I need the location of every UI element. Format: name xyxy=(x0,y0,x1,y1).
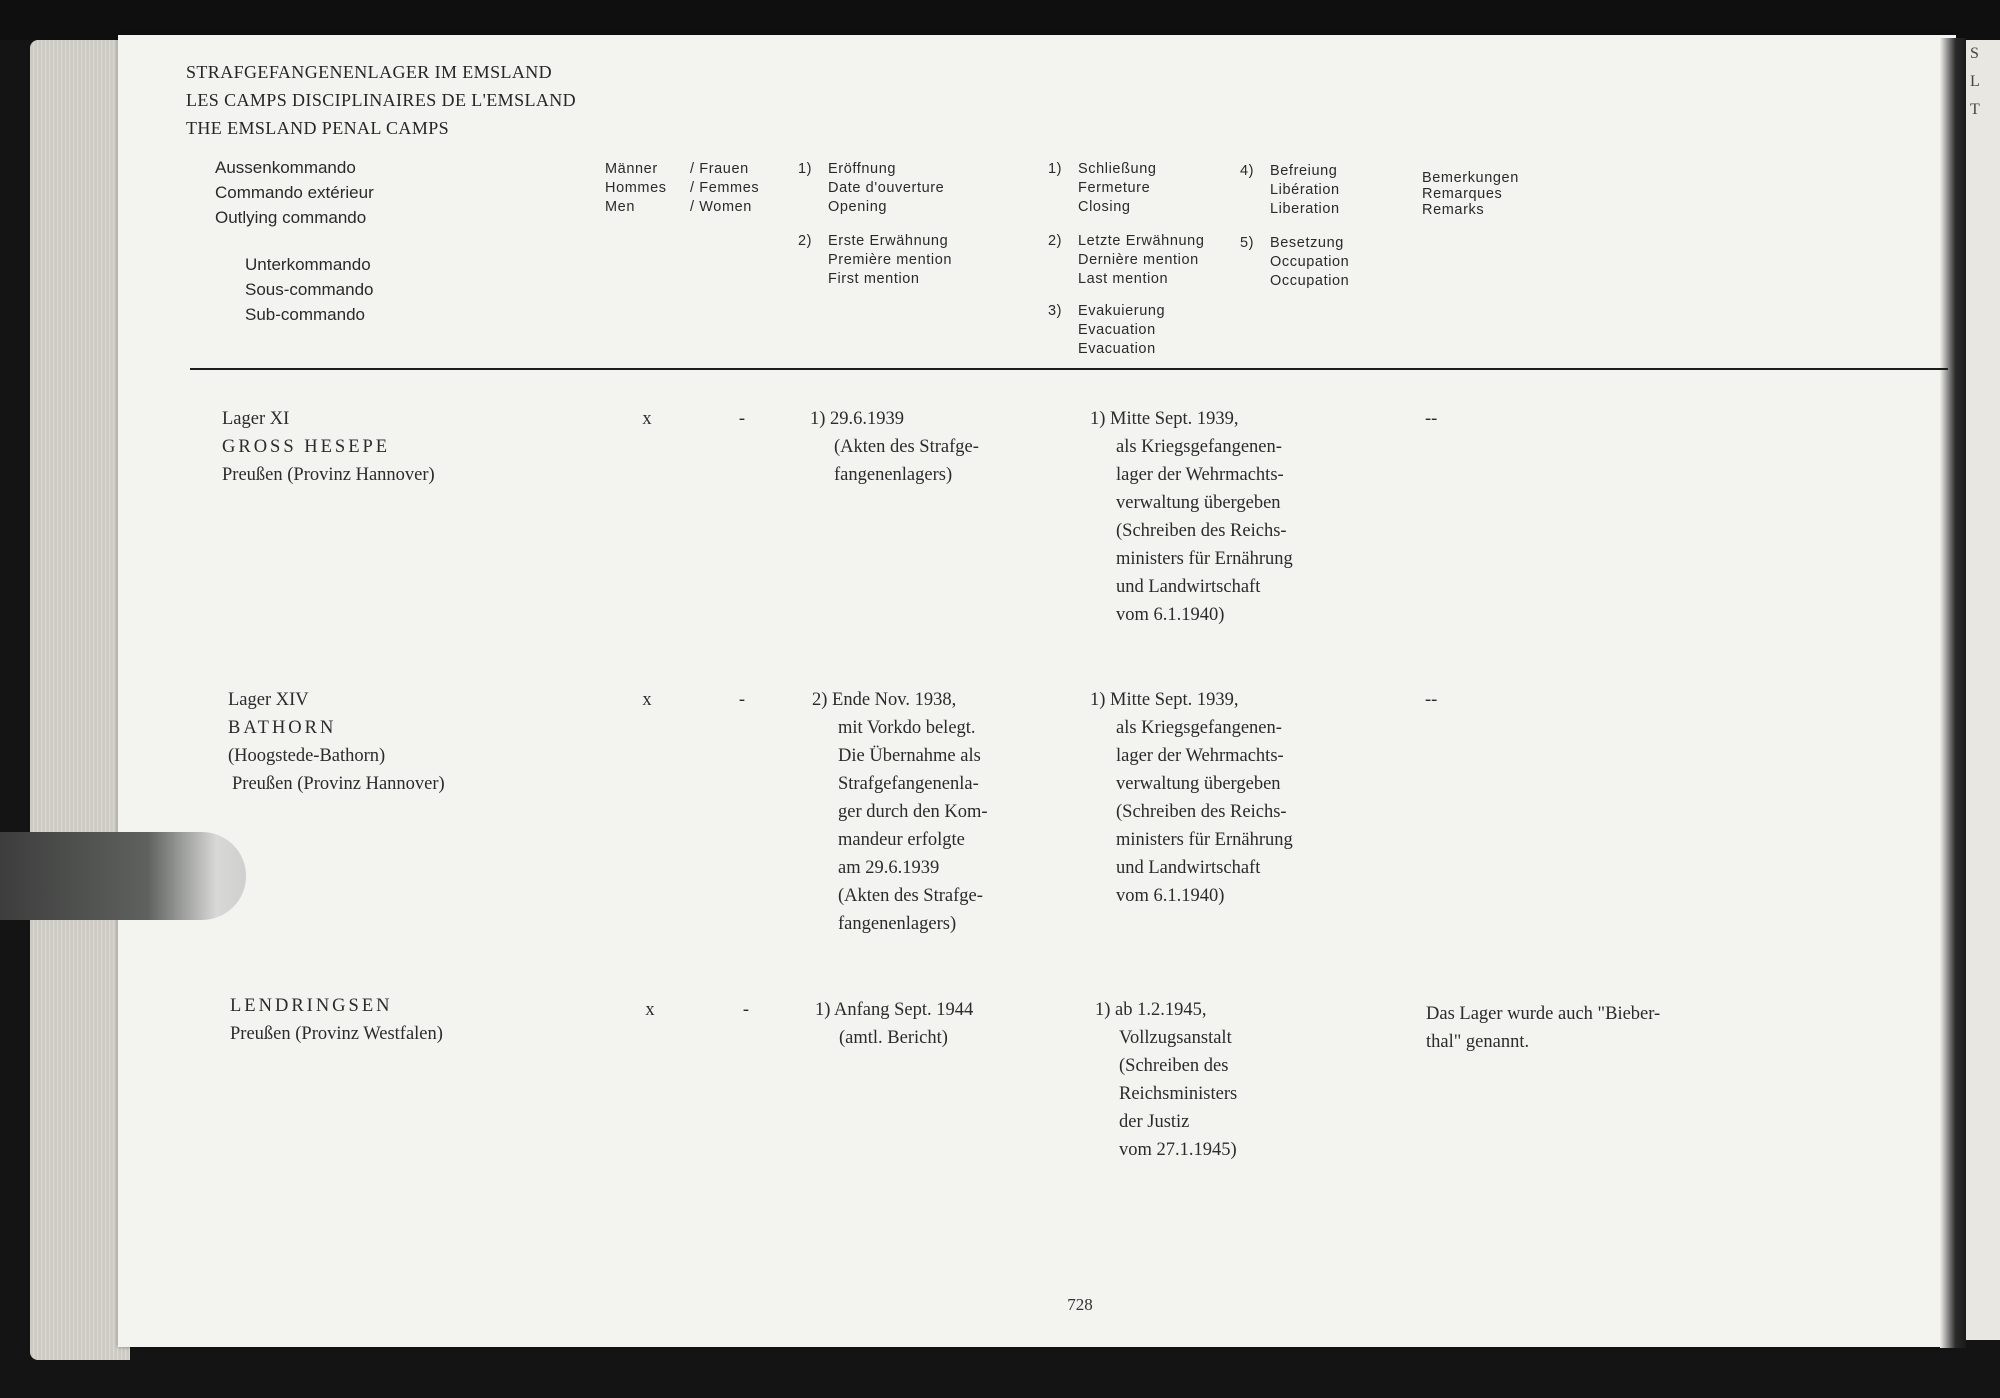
heading-line: Aussenkommando xyxy=(215,158,356,177)
heading-line: Remarks xyxy=(1422,202,1485,218)
closing-line: der Justiz xyxy=(1119,1112,1190,1132)
entry-closing xyxy=(1090,405,1293,629)
heading-line: Fermeture xyxy=(1078,180,1151,196)
entry-first-mention xyxy=(812,686,988,938)
entry-closing xyxy=(1090,686,1293,910)
heading-line: Eröffnung xyxy=(828,161,897,177)
heading-number: 2) xyxy=(798,233,813,249)
heading-line: Evacuation xyxy=(1078,322,1156,338)
header-title-line: LES CAMPS DISCIPLINAIRES DE L'EMSLAND xyxy=(186,90,577,110)
column-heading-opening xyxy=(798,160,944,217)
heading-line: / Frauen xyxy=(690,161,749,177)
header-title-line: STRAFGEFANGENENLAGER IM EMSLAND xyxy=(186,62,553,82)
entry-men-mark: x xyxy=(645,1000,655,1020)
heading-line: Men xyxy=(605,199,636,215)
closing-line: vom 6.1.1940) xyxy=(1116,605,1225,625)
heading-line: Evacuation xyxy=(1078,341,1156,357)
closing-line: lager der Wehrmachts- xyxy=(1116,746,1284,766)
opening-line: 1) 29.6.1939 xyxy=(810,409,905,429)
closing-line: verwaltung übergeben xyxy=(1116,493,1281,513)
heading-line: Closing xyxy=(1078,199,1131,215)
closing-line: (Schreiben des xyxy=(1119,1056,1229,1076)
closing-line: ministers für Ernährung xyxy=(1116,830,1293,850)
column-heading-subcamp xyxy=(245,252,374,327)
entry-camp-name xyxy=(228,686,445,798)
closing-line: (Schreiben des Reichs- xyxy=(1116,802,1287,822)
entry-men-mark: x xyxy=(642,409,652,429)
closing-line: als Kriegsgefangenen- xyxy=(1116,437,1282,457)
closing-line: Reichsministers xyxy=(1119,1084,1238,1104)
entry-opening xyxy=(810,405,979,489)
remarks-line: -- xyxy=(1425,409,1438,429)
opening-line: mandeur erfolgte xyxy=(838,830,965,850)
closing-line: und Landwirtschaft xyxy=(1116,858,1261,878)
heading-number: 1) xyxy=(1048,161,1063,177)
opening-line: (Akten des Strafge- xyxy=(838,886,983,906)
closing-line: verwaltung übergeben xyxy=(1116,774,1281,794)
entry-camp-name xyxy=(222,405,435,489)
entry-remarks xyxy=(1425,686,1437,714)
heading-line: Sous-commando xyxy=(245,280,374,299)
camp-name: LENDRINGSEN xyxy=(230,996,393,1016)
opening-line: fangenenlagers) xyxy=(838,914,957,934)
column-heading-occupation xyxy=(1240,234,1349,291)
heading-line: / Femmes xyxy=(690,180,760,196)
column-heading-evacuation xyxy=(1048,302,1165,359)
opening-line: ger durch den Kom- xyxy=(838,802,988,822)
opening-line: Strafgefangenenla- xyxy=(838,774,979,794)
entry-women-mark: - xyxy=(738,409,746,429)
closing-line: 1) Mitte Sept. 1939, xyxy=(1090,409,1239,429)
heading-number: 2) xyxy=(1048,233,1063,249)
opening-line: 2) Ende Nov. 1938, xyxy=(812,690,957,710)
camp-designation: Lager XI xyxy=(222,409,290,429)
heading-line: Männer xyxy=(605,161,658,177)
heading-line: Last mention xyxy=(1078,271,1169,287)
heading-line: Dernière mention xyxy=(1078,252,1199,268)
column-heading-remarks xyxy=(1422,170,1519,218)
heading-line: Outlying commando xyxy=(215,208,367,227)
next-page-letter: L xyxy=(1970,73,1980,90)
camp-name: GROSS HESEPE xyxy=(222,437,391,457)
page-number: 728 xyxy=(1067,1295,1093,1314)
heading-line: Occupation xyxy=(1270,254,1350,270)
camp-location: (Hoogstede-Bathorn) xyxy=(228,746,386,766)
entry-women-mark: - xyxy=(742,1000,750,1020)
heading-line: First mention xyxy=(828,271,920,287)
closing-line: ministers für Ernährung xyxy=(1116,549,1293,569)
heading-line: Befreiung xyxy=(1270,163,1338,179)
entry-men-mark: x xyxy=(642,690,652,710)
heading-line: Commando extérieur xyxy=(215,183,374,202)
heading-number: 5) xyxy=(1240,235,1255,251)
closing-line: vom 6.1.1940) xyxy=(1116,886,1225,906)
book-page-edges xyxy=(30,40,130,1360)
opening-line: am 29.6.1939 xyxy=(838,858,940,878)
heading-line: Opening xyxy=(828,199,888,215)
closing-line: (Schreiben des Reichs- xyxy=(1116,521,1287,541)
camp-designation: Lager XIV xyxy=(228,690,309,710)
remarks-line: thal" genannt. xyxy=(1426,1032,1530,1052)
heading-line: Date d'ouverture xyxy=(828,180,945,196)
heading-line: Sub-commando xyxy=(245,305,366,324)
page-tab-marker xyxy=(0,832,246,920)
column-heading-first-mention xyxy=(798,232,952,289)
heading-number: 1) xyxy=(798,161,813,177)
header-title-line: THE EMSLAND PENAL CAMPS xyxy=(186,118,450,138)
entry-camp-name xyxy=(230,992,443,1048)
closing-line: als Kriegsgefangenen- xyxy=(1116,718,1282,738)
heading-number: 3) xyxy=(1048,303,1063,319)
closing-line: und Landwirtschaft xyxy=(1116,577,1261,597)
opening-line: fangenenlagers) xyxy=(834,465,953,485)
heading-line: Occupation xyxy=(1270,273,1350,289)
opening-line: 1) Anfang Sept. 1944 xyxy=(815,1000,974,1020)
closing-line: lager der Wehrmachts- xyxy=(1116,465,1284,485)
heading-line: Erste Erwähnung xyxy=(828,233,949,249)
entry-remarks xyxy=(1425,405,1437,433)
column-heading-closing xyxy=(1048,160,1157,217)
heading-line: Hommes xyxy=(605,180,667,196)
heading-line: Schließung xyxy=(1078,161,1157,177)
heading-line: Libération xyxy=(1270,182,1340,198)
camp-name: BATHORN xyxy=(228,718,337,738)
next-page-letter: S xyxy=(1970,45,1979,62)
heading-line: Remarques xyxy=(1422,186,1503,202)
heading-line: / Women xyxy=(690,199,752,215)
opening-line: (amtl. Bericht) xyxy=(839,1028,948,1048)
heading-line: Letzte Erwähnung xyxy=(1078,233,1205,249)
heading-line: Première mention xyxy=(828,252,953,268)
heading-number: 4) xyxy=(1240,163,1255,179)
header-divider-rule xyxy=(190,368,1948,370)
camp-region: Preußen (Provinz Hannover) xyxy=(232,774,445,794)
page-header-title xyxy=(186,58,576,142)
column-heading-camp xyxy=(215,155,374,230)
opening-line: (Akten des Strafge- xyxy=(834,437,979,457)
remarks-line: -- xyxy=(1425,690,1438,710)
next-page-edge xyxy=(1966,40,2000,1340)
entry-women-mark: - xyxy=(738,690,746,710)
column-heading-last-mention xyxy=(1048,232,1205,289)
book-spine-shadow xyxy=(1940,38,1966,1348)
closing-line: 1) ab 1.2.1945, xyxy=(1095,1000,1207,1020)
column-heading-women xyxy=(690,160,759,217)
closing-line: 1) Mitte Sept. 1939, xyxy=(1090,690,1239,710)
heading-line: Bemerkungen xyxy=(1422,170,1519,186)
opening-line: Die Übernahme als xyxy=(838,746,981,766)
next-page-letter: T xyxy=(1970,101,1980,118)
camp-region: Preußen (Provinz Hannover) xyxy=(222,465,435,485)
entry-opening xyxy=(815,996,973,1052)
heading-line: Besetzung xyxy=(1270,235,1344,251)
closing-line: vom 27.1.1945) xyxy=(1119,1140,1237,1160)
entry-closing xyxy=(1095,996,1237,1164)
heading-line: Unterkommando xyxy=(245,255,371,274)
camp-region: Preußen (Provinz Westfalen) xyxy=(230,1024,443,1044)
entry-remarks xyxy=(1426,1000,1660,1056)
remarks-line: Das Lager wurde auch "Bieber- xyxy=(1426,1004,1661,1024)
scan-background-top xyxy=(0,0,2000,40)
heading-line: Liberation xyxy=(1270,201,1340,217)
opening-line: mit Vorkdo belegt. xyxy=(838,718,976,738)
closing-line: Vollzugsanstalt xyxy=(1119,1028,1232,1048)
column-heading-liberation xyxy=(1240,162,1340,219)
heading-line: Evakuierung xyxy=(1078,303,1166,319)
column-heading-men xyxy=(605,160,667,217)
